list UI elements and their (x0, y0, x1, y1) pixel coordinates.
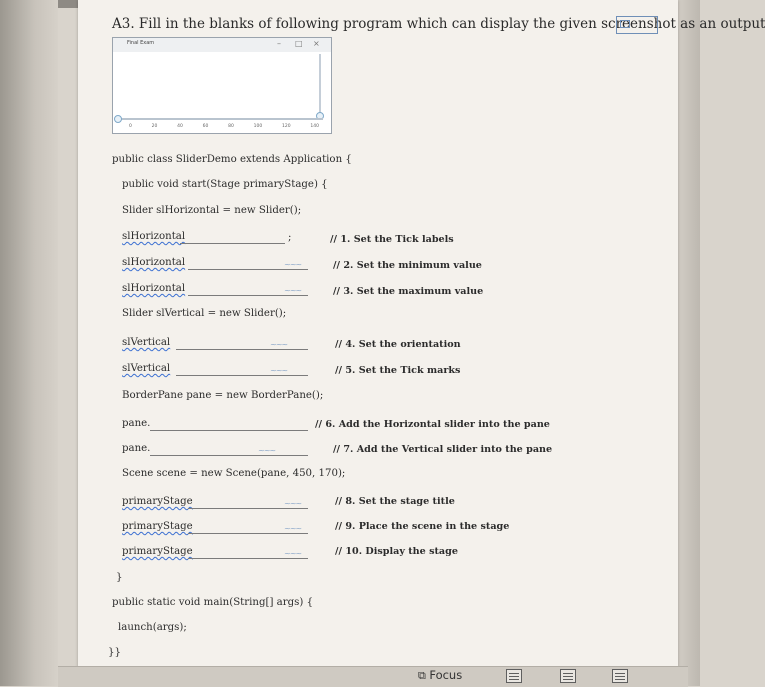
tick-label: 120 (282, 124, 291, 129)
tick-label: 0 (129, 124, 132, 129)
tick-label: 80 (228, 124, 234, 129)
maximize-icon: □ (295, 39, 303, 48)
wavy-mark: ~~~ (284, 499, 302, 508)
code-line-blank-4-prefix: slVertical (122, 337, 171, 348)
tick-label: 20 (151, 124, 158, 129)
fill-in-blank-7 (150, 455, 308, 456)
focus-label: Focus (429, 668, 463, 682)
code-line-blank-1-prefix: slHorizontal (122, 231, 186, 242)
code-line-blank-6-prefix: pane. (122, 418, 151, 429)
code-line-border-pane: BorderPane pane = new BorderPane(); (122, 390, 324, 401)
code-line-launch: launch(args); (118, 622, 187, 633)
fill-in-blank-5 (176, 375, 308, 376)
minimize-icon: – (277, 39, 281, 48)
comment-2: // 2. Set the minimum value (333, 260, 482, 271)
code-line-blank-9-prefix: primaryStage (122, 521, 193, 532)
fill-in-blank-10 (188, 558, 308, 559)
wavy-mark: ~~~ (284, 524, 302, 533)
viewer-frame-left (0, 0, 58, 686)
output-screenshot-window (112, 37, 332, 134)
comment-4: // 4. Set the orientation (335, 339, 461, 350)
tick-label: 60 (202, 124, 209, 129)
read-mode-icon[interactable] (506, 669, 522, 683)
fill-in-blank-9 (188, 533, 308, 534)
comment-7: // 7. Add the Vertical slider into the pane (333, 444, 553, 455)
tick-label: 100 (253, 124, 263, 129)
code-line-blank-7-prefix: pane. (122, 443, 151, 454)
code-line-blank-10-prefix: primaryStage (122, 546, 193, 557)
code-line-main-method: public static void main(String[] args) { (112, 597, 314, 608)
code-line-vertical-slider: Slider slVertical = new Slider(); (122, 308, 287, 319)
fill-in-blank-1 (180, 243, 285, 244)
comment-3: // 3. Set the maximum value (333, 286, 484, 297)
semicolon: ; (288, 232, 292, 243)
comment-1: // 1. Set the Tick labels (330, 234, 454, 245)
fill-in-blank-2 (188, 269, 308, 270)
fill-in-blank-8 (188, 508, 308, 509)
wavy-mark: ~~~ (284, 549, 302, 558)
code-line-close-start: } (116, 572, 123, 583)
comment-6: // 6. Add the Horizontal slider into the pane (315, 419, 550, 430)
close-icon: × (313, 39, 320, 48)
wavy-mark: ~~~ (284, 260, 302, 269)
tick-label: 40 (177, 124, 183, 129)
comment-9: // 9. Place the scene in the stage (335, 521, 510, 532)
code-line-close-class: }} (108, 647, 121, 658)
comment-8: // 8. Set the stage title (335, 496, 455, 507)
web-layout-icon[interactable] (612, 669, 628, 683)
focus-mode-button[interactable] (418, 668, 462, 683)
tick-label: 140 (310, 124, 319, 129)
code-line-start-method: public void start(Stage primaryStage) { (122, 179, 328, 190)
code-line-blank-8-prefix: primaryStage (122, 496, 193, 507)
wavy-mark: ~~~ (284, 286, 302, 295)
horizontal-slider-thumb (114, 115, 122, 123)
code-line-horizontal-slider: Slider slHorizontal = new Slider(); (122, 205, 302, 216)
window-titlebar (113, 38, 331, 52)
status-bar (58, 666, 688, 687)
code-line-blank-3-prefix: slHorizontal (122, 283, 186, 294)
wavy-mark: ~~~ (270, 340, 288, 349)
comment-box-icon[interactable] (616, 16, 658, 34)
fill-in-blank-6 (150, 430, 308, 431)
print-layout-icon[interactable] (560, 669, 576, 683)
code-line-scene: Scene scene = new Scene(pane, 450, 170); (122, 468, 346, 479)
window-title: Final Exam (127, 40, 155, 46)
horizontal-slider-track (117, 118, 323, 120)
question-title: A3. Fill in the blanks of following program which can display the given screenshot as an output (112, 16, 765, 32)
code-line-blank-2-prefix: slHorizontal (122, 257, 186, 268)
horizontal-slider-tick-labels (129, 124, 319, 129)
fill-in-blank-3 (188, 295, 308, 296)
fill-in-blank-4 (176, 349, 308, 350)
focus-icon: ⧉ (418, 669, 430, 682)
comment-10: // 10. Display the stage (335, 546, 458, 557)
code-line-blank-5-prefix: slVertical (122, 363, 171, 374)
wavy-mark: ~~~ (270, 366, 288, 375)
code-line-class-decl: public class SliderDemo extends Application { (112, 154, 352, 165)
vertical-slider-track (319, 54, 321, 118)
comment-5: // 5. Set the Tick marks (335, 365, 461, 376)
wavy-mark: ~~~ (258, 446, 276, 455)
